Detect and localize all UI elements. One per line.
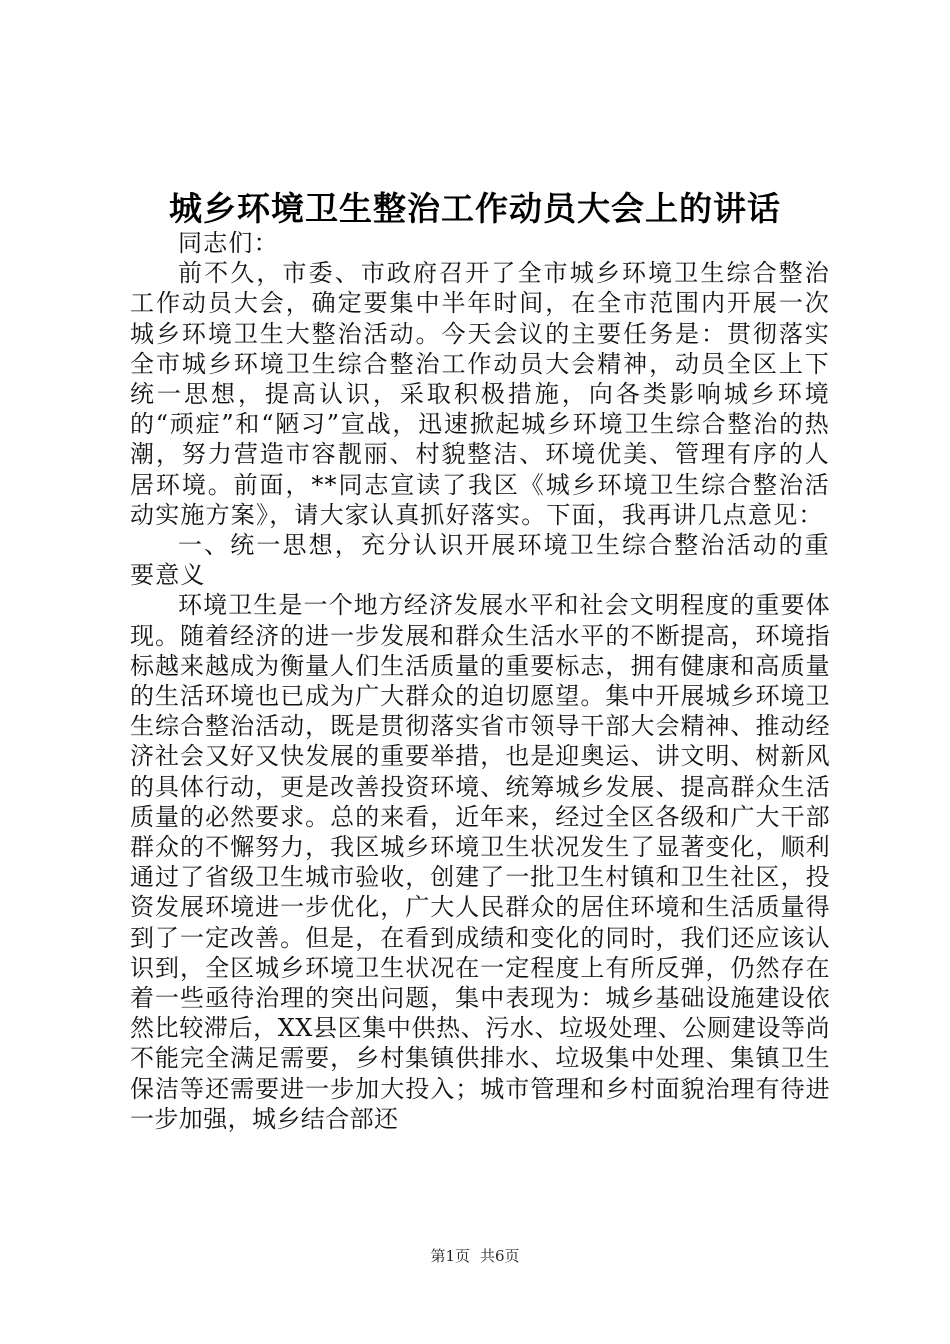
paragraph-body: 环境卫生是一个地方经济发展水平和社会文明程度的重要体现。随着经济的进一步发展和群众生活水平的不断提高，环境指标越来越成为衡量人们生活质量的重要标志，拥有健康和高质量的生活环境也已成为广大群众的迫切愿望。集中开展城乡环境卫生综合整治活动，既是贯彻落实省市领导干部大会精神、推动经济社会又好又快发展的重要举措，也是迎奥运、讲文明、树新风的具体行动，更是改善投资环境、统筹城乡发展、提高群众生活质量的必然要求。总的来看，近年来，经过全区各级和广大干部群众的不懈努力，我区城乡环境卫生状况发生了显著变化，顺利通过了省级卫生城市验收，创建了一批卫生村镇和卫生社区，投资发展环境进一步优化，广大人民群众的居住环境和生活质量得到了一定改善。但是，在看到成绩和变化的同时，我们还应该认识到，全区城乡环境卫生状况在一定程度上有所反弹，仍然存在着一些亟待治理的突出问题，集中表现为：城乡基础设施建设依然比较滞后，XX县区集中供热、污水、垃圾处理、公厕建设等尚不能完全满足需要，乡村集镇供排水、垃圾集中处理、集镇卫生保洁等还需要进一步加大投入；城市管理和乡村面貌治理有待进一步加强，城乡结合部还 bbox=[130, 591, 830, 1133]
page-footer bbox=[0, 1246, 950, 1266]
page-number: 第1页 bbox=[430, 1247, 470, 1265]
paragraph-intro: 前不久，市委、市政府召开了全市城乡环境卫生综合整治工作动员大会，确定要集中半年时间，在全市范围内开展一次城乡环境卫生大整治活动。今天会议的主要任务是：贯彻落实全市城乡环境卫生综合整治工作动员大会精神，动员全区上下统一思想，提高认识，采取积极措施，向各类影响城乡环境的“顽症”和“陋习”宣战，迅速掀起城乡环境卫生综合整治的热潮，努力营造市容靓丽、村貌整洁、环境优美、管理有序的人居环境。前面，**同志宣读了我区《城乡环境卫生综合整治活动实施方案》，请大家认真抓好落实。下面，我再讲几点意见： bbox=[130, 259, 830, 529]
document-title: 城乡环境卫生整治工作动员大会上的讲话 bbox=[169, 189, 781, 228]
section-heading-1: 一、统一思想，充分认识开展环境卫生综合整治活动的重要意义 bbox=[130, 531, 830, 590]
salutation: 同志们： bbox=[178, 229, 279, 257]
page-total: 共6页 bbox=[480, 1247, 520, 1265]
document-body bbox=[130, 228, 830, 1134]
